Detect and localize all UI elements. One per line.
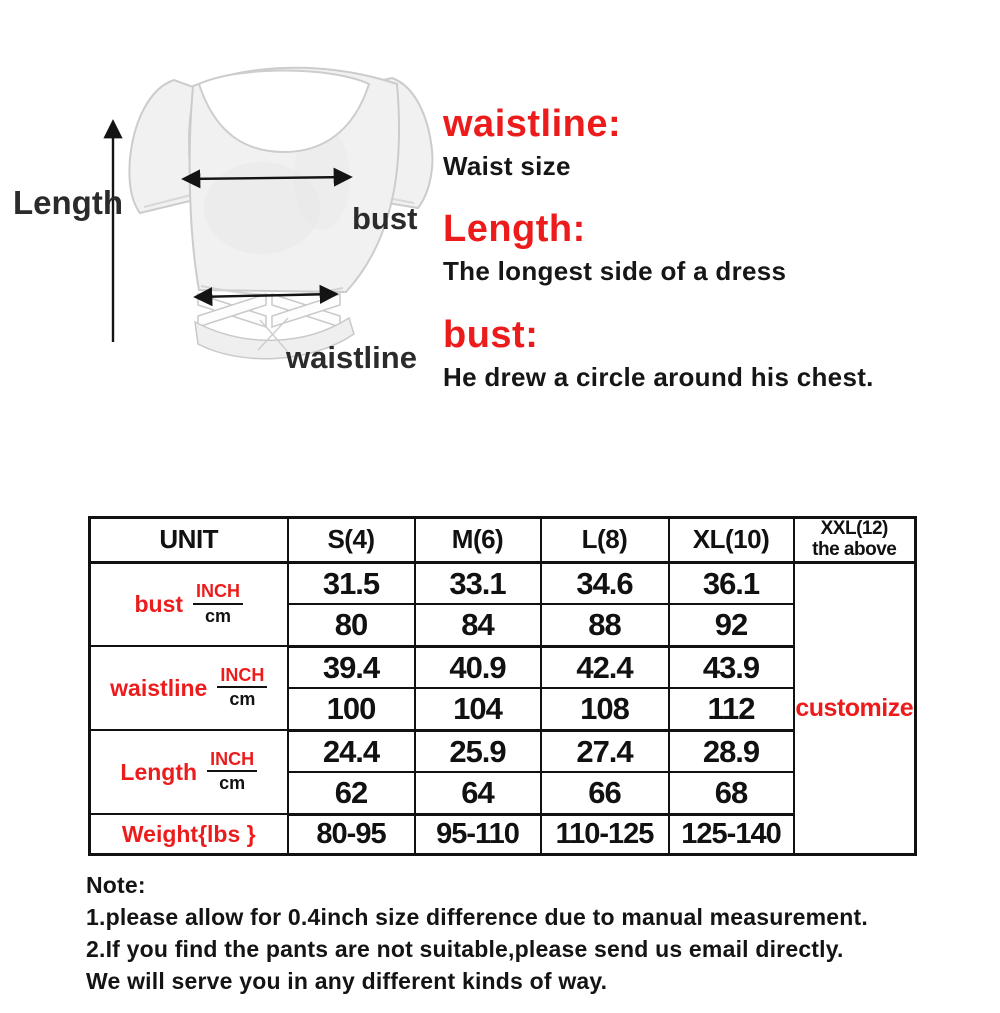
table-row bbox=[90, 646, 916, 688]
xxl-header-line2: the above bbox=[812, 538, 897, 560]
unit-fraction bbox=[217, 666, 267, 711]
note-section bbox=[86, 869, 868, 997]
table-cell: 62 bbox=[288, 772, 415, 814]
unit-fraction bbox=[207, 750, 257, 795]
row-label-length bbox=[90, 730, 288, 814]
table-cell: 27.4 bbox=[541, 730, 669, 772]
table-cell: 36.1 bbox=[669, 562, 794, 604]
table-cell: 88 bbox=[541, 604, 669, 646]
table-cell: 64 bbox=[415, 772, 541, 814]
criss-cross-straps bbox=[198, 294, 340, 327]
definition-length bbox=[443, 207, 983, 287]
definitions bbox=[443, 102, 983, 418]
bust-arrow-label: bust bbox=[352, 201, 418, 236]
table-cell: 68 bbox=[669, 772, 794, 814]
table-row bbox=[90, 562, 916, 604]
definition-term: waistline: bbox=[443, 103, 622, 145]
table-row bbox=[90, 730, 916, 772]
unit-cm-label: cm bbox=[219, 773, 246, 794]
definition-description: Waist size bbox=[443, 151, 571, 182]
header-cell-size-xl: XL(10) bbox=[669, 518, 794, 563]
note-line: 2.If you find the pants are not suitable,please send us email directly. bbox=[86, 936, 844, 962]
table-cell: 66 bbox=[541, 772, 669, 814]
table-header-row bbox=[90, 518, 916, 563]
row-label-text: Length bbox=[120, 758, 198, 785]
table-cell: 108 bbox=[541, 688, 669, 730]
definition-description: He drew a circle around his chest. bbox=[443, 361, 874, 392]
header-cell-size-l: L(8) bbox=[541, 518, 669, 563]
table-cell: 33.1 bbox=[415, 562, 541, 604]
row-label-text: bust bbox=[134, 591, 184, 618]
table-cell: 28.9 bbox=[669, 730, 794, 772]
unit-inch-label: INCH bbox=[193, 582, 243, 605]
length-arrow-label: Length bbox=[13, 184, 123, 221]
definition-waistline bbox=[443, 102, 983, 182]
table-cell: 25.9 bbox=[415, 730, 541, 772]
row-label-text: waistline bbox=[110, 674, 208, 701]
header-cell-size-m: M(6) bbox=[415, 518, 541, 563]
xxl-header-line1: XXL(12) bbox=[820, 518, 888, 539]
table-cell: 43.9 bbox=[669, 646, 794, 688]
table-cell: 92 bbox=[669, 604, 794, 646]
unit-inch-label: INCH bbox=[207, 750, 257, 773]
table-cell: 31.5 bbox=[288, 562, 415, 604]
table-cell: 112 bbox=[669, 688, 794, 730]
size-chart-table bbox=[88, 516, 917, 856]
unit-cm-label: cm bbox=[205, 605, 232, 626]
table-cell: 100 bbox=[288, 688, 415, 730]
table-cell: 95-110 bbox=[415, 814, 541, 854]
table-cell: 125-140 bbox=[669, 814, 794, 854]
table-cell: 84 bbox=[415, 604, 541, 646]
definition-bust bbox=[443, 313, 983, 393]
waistline-arrow bbox=[196, 294, 336, 297]
header-cell-size-xxl bbox=[794, 518, 916, 563]
table-row bbox=[90, 814, 916, 854]
note-title: Note: bbox=[86, 872, 146, 898]
table-cell: 104 bbox=[415, 688, 541, 730]
header-cell-size-s: S(4) bbox=[288, 518, 415, 563]
row-label-bust bbox=[90, 562, 288, 646]
table-cell: 110-125 bbox=[541, 814, 669, 854]
table-cell: 39.4 bbox=[288, 646, 415, 688]
table-cell: 80 bbox=[288, 604, 415, 646]
table-cell: 34.6 bbox=[541, 562, 669, 604]
note-line: We will serve you in any different kinds of way. bbox=[86, 968, 608, 994]
customize-cell: customize bbox=[794, 562, 916, 854]
definition-term: bust: bbox=[443, 313, 539, 356]
note-line: 1.please allow for 0.4inch size difference due to manual measurement. bbox=[86, 904, 868, 930]
definition-term: Length: bbox=[443, 208, 586, 251]
header-cell-unit: UNIT bbox=[90, 518, 288, 563]
table-cell: 40.9 bbox=[415, 646, 541, 688]
waistline-arrow-label: waistline bbox=[286, 340, 417, 375]
unit-fraction bbox=[193, 582, 243, 627]
unit-cm-label: cm bbox=[229, 689, 256, 710]
table-cell: 24.4 bbox=[288, 730, 415, 772]
table-cell: 80-95 bbox=[288, 814, 415, 854]
table-cell: 42.4 bbox=[541, 646, 669, 688]
row-label-waistline bbox=[90, 646, 288, 730]
definition-description: The longest side of a dress bbox=[443, 256, 787, 287]
unit-inch-label: INCH bbox=[217, 666, 267, 689]
row-label-weight: Weight{lbs } bbox=[90, 814, 288, 854]
